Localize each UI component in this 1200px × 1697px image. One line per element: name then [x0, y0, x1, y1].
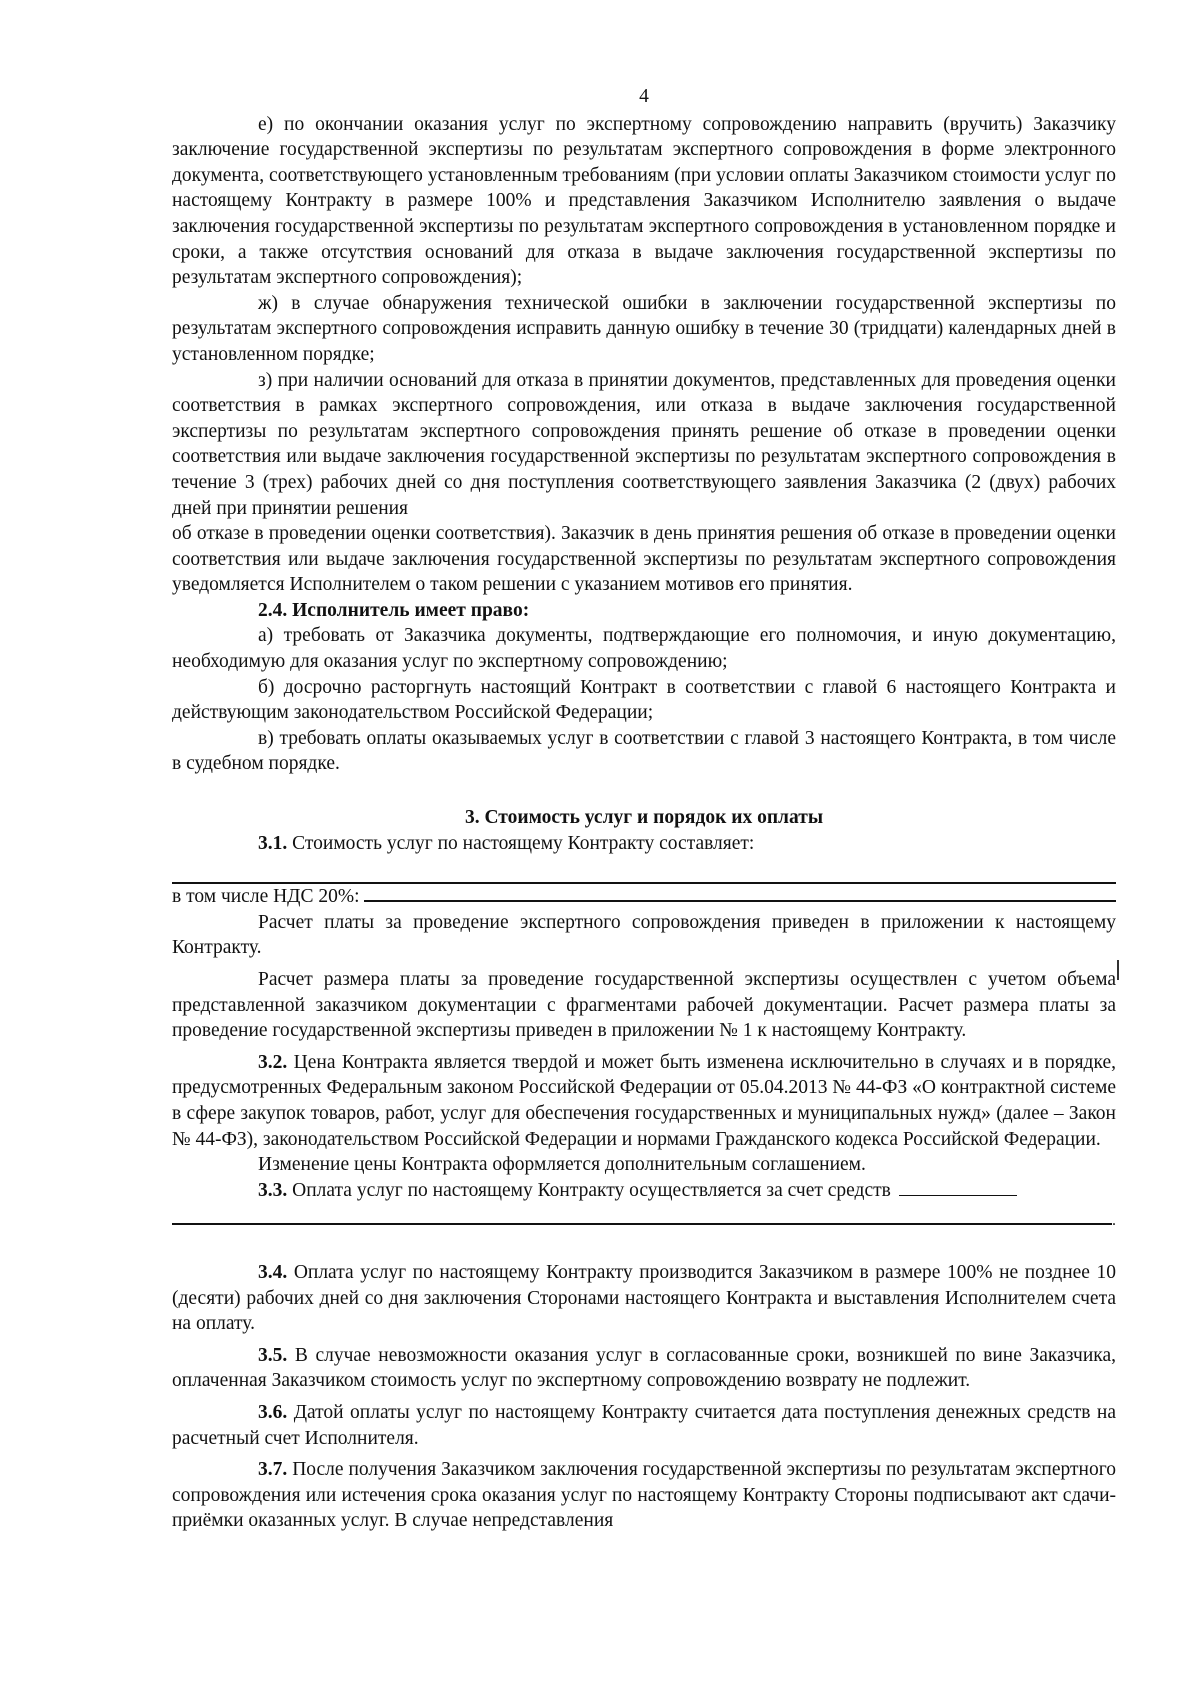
clause-3-6-text: Датой оплаты услуг по настоящему Контракту считается дата поступления денежных средств на расчетный счет Исполнителя. — [172, 1401, 1116, 1449]
margin-mark — [1117, 960, 1119, 980]
clause-3-2 — [172, 1050, 1116, 1152]
clause-3-6-number: 3.6. — [258, 1401, 288, 1423]
funding-blank-line — [172, 1207, 1116, 1234]
clause-2-3-z-part1: з) при наличии оснований для отказа в принятии документов, представленных для проведения оценки соответствия в рамках экспертного сопровождения, или отказа в выдаче заключения государственной экспертизы по результатам экспертного сопровождения принять решение об отказе в проведении оценки соответствия или выдаче заключения государственной экспертизы по результатам экспертного сопровождения в течение 3 (трех) рабочих дней со дня поступления соответствующего заявления Заказчика (2 (двух) рабочих дней при принятии решения — [172, 369, 1116, 519]
clause-2-3-zh: ж) в случае обнаружения технической ошибки в заключении государственной экспертизы по результатам экспертного сопровождения исправить данную ошибку в течение 30 (тридцати) календарных дней в установленном порядке; — [172, 292, 1116, 365]
clause-3-3-number: 3.3. — [258, 1179, 288, 1201]
calculation-note-2: Расчет размера платы за проведение государственной экспертизы осуществлен с учетом объема представленной заказчиком документации с фрагментами рабочей документации. Расчет размера платы за проведение государственной экспертизы приведен в приложении № 1 к настоящему Контракту. — [172, 969, 1116, 1042]
clause-3-7-number: 3.7. — [258, 1459, 288, 1481]
clause-3-5 — [172, 1343, 1116, 1394]
clause-3-7-text: После получения Заказчиком заключения государственной экспертизы по результатам экспертного сопровождения или истечения срока оказания услуг по настоящему Контракту Стороны подписывают акт сдачи-приёмки оказанных услуг. В случае непредставления — [172, 1459, 1116, 1532]
clause-3-4-number: 3.4. — [258, 1261, 288, 1283]
section-3-title: 3. Стоимость услуг и порядок их оплаты — [464, 807, 824, 829]
vat-line — [172, 884, 1116, 910]
clause-3-3 — [172, 1178, 1116, 1204]
calculation-note-1: Расчет платы за проведение экспертного сопровождения приведен в приложении к настоящему Контракту. — [172, 911, 1116, 959]
clause-2-4-v: в) требовать оплаты оказываемых услуг в соответствии с главой 3 настоящего Контракта, в том числе в судебном порядке. — [172, 727, 1116, 775]
clause-3-1-number: 3.1. — [258, 832, 288, 854]
vat-label: в том числе НДС 20%: — [172, 886, 360, 908]
price-change-note: Изменение цены Контракта оформляется дополнительным соглашением. — [258, 1154, 866, 1176]
clause-3-7 — [172, 1457, 1116, 1534]
clause-3-2-text: Цена Контракта является твердой и может быть изменена исключительно в случаях и в порядке, предусмотренных Федеральным законом Российской Федерации от 05.04.2013 № 44-ФЗ «О контрактной системе в сфере закупок товаров, работ, услуг для обеспечения государственных и муниципальных нужд» (далее – Закон № 44-ФЗ), законодательством Российской Федерации и нормами Гражданского кодекса Российской Федерации. — [172, 1051, 1116, 1150]
section-2-4-heading: 2.4. Исполнитель имеет право: — [258, 599, 530, 621]
clause-2-3-z-part2: об отказе в проведении оценки соответствия). Заказчик в день принятия решения об отказе в проведении оценки соответствия или выдаче заключения государственной экспертизы по результатам экспертного сопровождения уведомляется Исполнителем о таком решении с указанием мотивов его принятия. — [172, 523, 1116, 596]
document-page — [172, 84, 1116, 1534]
clause-2-4-a: а) требовать от Заказчика документы, подтверждающие его полномочия, и иную документацию, необходимую для оказания услуг по экспертному сопровождению; — [172, 625, 1116, 673]
clause-3-5-number: 3.5. — [258, 1344, 288, 1366]
clause-3-4 — [172, 1260, 1116, 1337]
clause-2-3-e: е) по окончании оказания услуг по экспертному сопровождению направить (вручить) Заказчику заключение государственной экспертизы по результатам экспертного сопровождения в форме электронного документа, соответствующего установленным требованиям (при условии оплаты Заказчиком стоимости услуг по настоящему Контракту в размере 100% и представления Заказчиком Исполнителю заявления о выдаче заключения государственной экспертизы по результатам экспертного сопровождения в установленном порядке и сроки, а также отсутствия оснований для отказа в выдаче заключения государственной экспертизы по результатам экспертного сопровождения); — [172, 113, 1116, 289]
clause-3-2-number: 3.2. — [258, 1051, 288, 1073]
clause-2-4-b: б) досрочно расторгнуть настоящий Контракт в соответствии с главой 6 настоящего Контракта и действующим законодательством Российской Федерации; — [172, 676, 1116, 724]
vat-blank — [364, 884, 1116, 902]
clause-3-6 — [172, 1400, 1116, 1451]
clause-3-1 — [172, 831, 1116, 857]
clause-3-1-text: Стоимость услуг по настоящему Контракту составляет: — [287, 832, 755, 854]
page-number: 4 — [639, 86, 649, 107]
clause-3-4-text: Оплата услуг по настоящему Контракту производится Заказчиком в размере 100% не позднее 10 (десяти) рабочих дней со дня заключения Сторонами настоящего Контракта и выставления Исполнителем счета на оплату. — [172, 1261, 1116, 1335]
funding-blank — [899, 1179, 1017, 1196]
clause-3-5-text: В случае невозможности оказания услуг в согласованные сроки, возникшей по вине Заказчика, оплаченная Заказчиком стоимость услуг по экспертному сопровождению возврату не подлежит. — [172, 1344, 1116, 1392]
clause-3-3-text: Оплата услуг по настоящему Контракту осуществляется за счет средств — [287, 1179, 891, 1201]
funding-end-dot: . — [1112, 1212, 1116, 1230]
